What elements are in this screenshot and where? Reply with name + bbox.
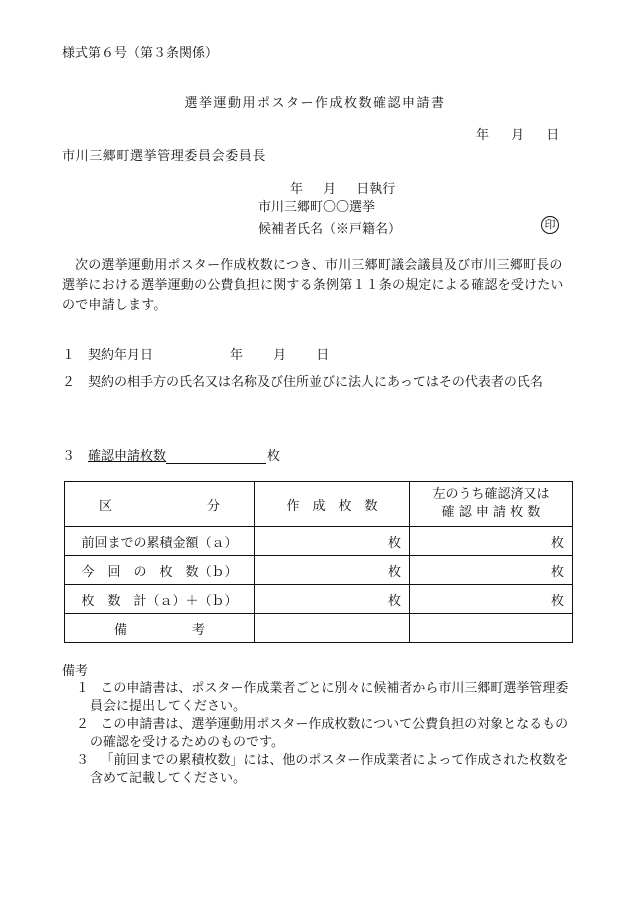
table-header-row <box>65 482 573 527</box>
row-created-unit: 枚 <box>255 527 410 556</box>
row-label: 今 回 の 枚 数（ｂ） <box>65 556 255 585</box>
header-created-count: 作 成 枚 数 <box>255 482 410 527</box>
note-item <box>76 680 576 716</box>
row-confirmed-unit: 枚 <box>410 585 573 614</box>
poster-count-table <box>64 481 573 643</box>
item-requested-number: ３ <box>62 449 89 464</box>
header-kubun-left: 区 <box>99 498 113 514</box>
candidate-name-label: 候補者氏名（※戸籍名） <box>258 222 402 237</box>
note-number: ３ <box>76 753 90 768</box>
table-row <box>65 556 573 585</box>
notes-heading: 備考 <box>62 664 89 679</box>
item-contractor-label: ２ 契約の相手方の氏名又は名称及び住所並びに法人にあってはその代表者の氏名 <box>62 375 543 390</box>
row-created-unit: 枚 <box>255 585 410 614</box>
row-created-unit: 枚 <box>255 556 410 585</box>
table-remarks-row <box>65 614 573 643</box>
note-number: １ <box>76 681 90 696</box>
note-item <box>76 752 576 788</box>
addressee: 市川三郷町選挙管理委員会委員長 <box>62 149 267 164</box>
header-confirmed-line2: 確 認 申 請 枚 数 <box>441 505 541 520</box>
remarks-confirmed-cell <box>410 614 573 643</box>
page-title: 選挙運動用ポスター作成枚数確認申請書 <box>184 96 446 111</box>
item-requested-unit: 枚 <box>267 449 281 464</box>
row-confirmed-unit: 枚 <box>410 527 573 556</box>
item-contract-date-label: １ 契約年月日 <box>62 348 154 363</box>
row-label: 前回までの累積金額（ａ） <box>65 527 255 556</box>
execution-date: 年 月 日執行 <box>290 182 396 197</box>
header-kubun <box>65 482 255 527</box>
item-requested-count <box>62 445 266 464</box>
item-requested-label: 確認申請枚数 <box>88 449 167 464</box>
header-kubun-right: 分 <box>206 498 220 514</box>
remarks-label: 備 考 <box>65 614 255 643</box>
application-date: 年 月 日 <box>476 128 560 143</box>
form-number: 様式第６号（第３条関係） <box>62 46 219 61</box>
item-requested-blank <box>166 449 266 464</box>
remarks-created-cell <box>255 614 410 643</box>
item-contract-date-value: 年 月 日 <box>230 348 330 363</box>
note-text: この申請書は、選挙運動用ポスター作成枚数について公費負担の対象となるものの確認を受けるためのものです。 <box>90 717 569 750</box>
row-confirmed-unit: 枚 <box>410 556 573 585</box>
seal-icon: 印 <box>541 216 559 234</box>
header-confirmed-line1: 左のうち確認済又は <box>432 487 550 502</box>
election-name: 市川三郷町〇〇選挙 <box>258 200 376 215</box>
row-label: 枚 数 計（ａ）＋（ｂ） <box>65 585 255 614</box>
body-paragraph: 次の選挙運動用ポスター作成枚数につき、市川三郷町議会議員及び市川三郷町長の選挙における選挙運動の公費負担に関する条例第１１条の規定による確認を受けたいので申請します。 <box>62 258 564 313</box>
note-text: 「前回までの累積枚数」には、他のポスター作成業者によって作成された枚数を含めて記載してください。 <box>90 753 569 786</box>
note-number: ２ <box>76 717 90 732</box>
table-row <box>65 585 573 614</box>
note-item <box>76 716 576 752</box>
note-text: この申請書は、ポスター作成業者ごとに別々に候補者から市川三郷町選挙管理委員会に提出してください。 <box>90 681 569 714</box>
table-row <box>65 527 573 556</box>
header-confirmed-count <box>410 482 573 527</box>
